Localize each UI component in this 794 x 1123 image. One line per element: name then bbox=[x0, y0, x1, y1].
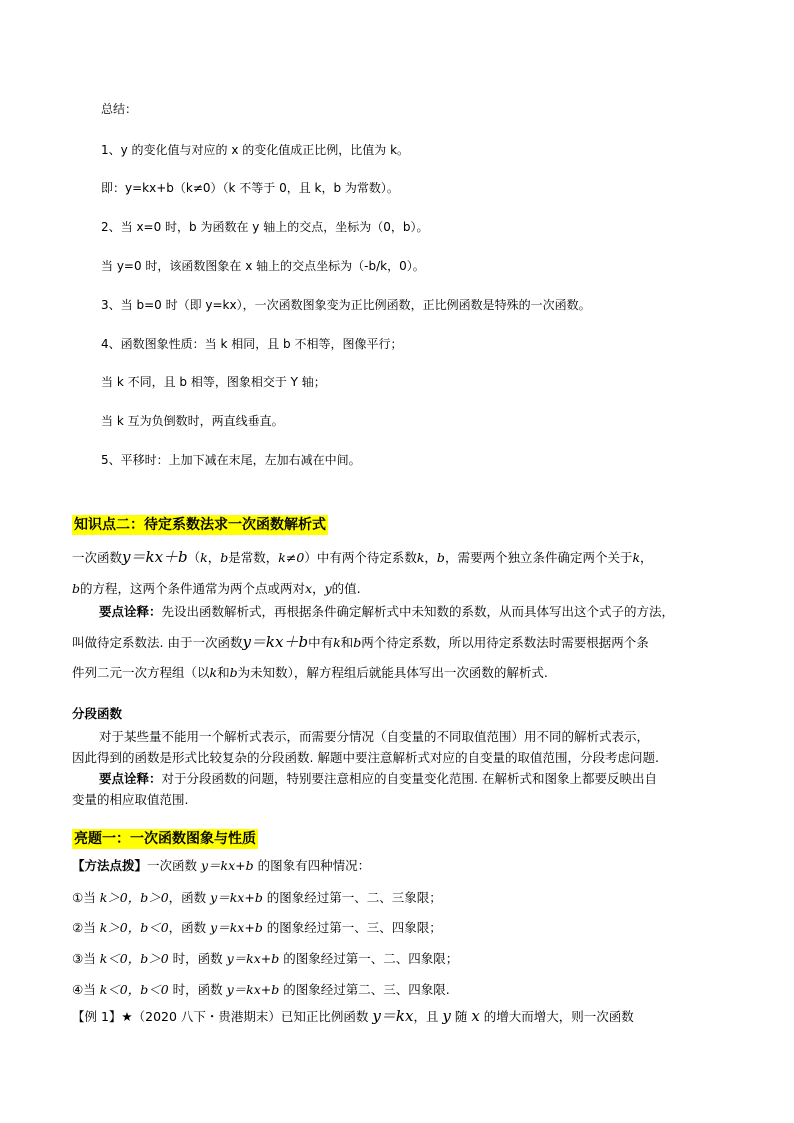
knowledge2-paragraph-2: 要点诠释：先设出函数解析式，再根据条件确定解析式中未知数的系数，从而具体写出这个式子的方法， bbox=[99, 604, 675, 619]
method-hint: 【方法点拨】一次函数 y＝kx+b 的图象有四种情况： bbox=[72, 858, 371, 873]
summary-line-8: 当 k 互为负倒数时，两直线垂直。 bbox=[101, 414, 284, 428]
case-item: ②当 k＞0，b＜0，函数 y＝kx+b 的图象经过第一、三、四象限； bbox=[72, 920, 442, 935]
case-item: ③当 k＜0，b＞0 时，函数 y＝kx+b 的图象经过第一、二、四象限； bbox=[72, 951, 459, 966]
piecewise-line-1: 对于某些量不能用一个解析式表示，而需要分情况（自变量的不同取值范围）用不同的解析式表示， bbox=[99, 729, 650, 744]
summary-line-4: 当 y=0 时，该函数图象在 x 轴上的交点坐标为（-b/k，0）。 bbox=[101, 259, 425, 273]
piecewise-line-3: 要点诠释：对于分段函数的问题，特别要注意相应的自变量变化范围. 在解析式和图象上都要反映出自 bbox=[99, 771, 657, 786]
piecewise-line-2: 因此得到的函数是形式比较复杂的分段函数. 解题中要注意解析式对应的自变量的取值范围，分段考虑问题. bbox=[72, 750, 659, 765]
knowledge2-paragraph-2c: 件列二元一次方程组（以k和b为未知数），解方程组后就能具体写出一次函数的解析式. bbox=[72, 665, 548, 680]
summary-line-5: 3、当 b=0 时（即 y=kx），一次函数图象变为正比例函数，正比例函数是特殊的一次函数。 bbox=[101, 298, 591, 312]
piecewise-line-4: 变量的相应取值范围. bbox=[72, 792, 189, 807]
case-item: ①当 k＞0，b＞0，函数 y＝kx+b 的图象经过第一、二、三象限； bbox=[72, 890, 442, 905]
case-item: ④当 k＜0，b＜0 时，函数 y＝kx+b 的图象经过第二、三、四象限. bbox=[72, 982, 450, 997]
knowledge2-paragraph-1b: b的方程，这两个条件通常为两个点或两对x，y的值. bbox=[72, 581, 361, 596]
summary-line-3: 2、当 x=0 时，b 为函数在 y 轴上的交点，坐标为（0，b）。 bbox=[101, 220, 429, 234]
summary-line-7: 当 k 不同，且 b 相等，图象相交于 Y 轴； bbox=[101, 375, 326, 389]
summary-line-2: 即：y=kx+b（k≠0）（k 不等于 0，且 k，b 为常数）。 bbox=[101, 181, 399, 195]
summary-line-6: 4、函数图象性质：当 k 相同，且 b 不相等，图像平行； bbox=[101, 337, 403, 351]
knowledge2-paragraph-2b: 叫做待定系数法. 由于一次函数y＝kx＋b中有k和b两个待定系数，所以用待定系数法时需要根据两个条 bbox=[72, 633, 649, 651]
summary-title: 总结： bbox=[101, 102, 138, 116]
example-1: 【例 1】★（2020 八下・贵港期末）已知正比例函数 y＝kx，且 y 随 x 的增大而增大，则一次函数 bbox=[72, 1007, 634, 1025]
section-heading-topic1: 亮题一：一次函数图象与性质 bbox=[74, 831, 256, 847]
piecewise-title: 分段函数 bbox=[72, 706, 123, 721]
knowledge2-paragraph-1: 一次函数y＝kx＋b（k，b是常数，k≠0）中有两个待定系数k，b，需要两个独立条件确定两个关于k， bbox=[72, 548, 653, 566]
summary-line-9: 5、平移时：上加下减在末尾，左加右减在中间。 bbox=[101, 453, 361, 467]
section-heading-knowledge2: 知识点二：待定系数法求一次函数解析式 bbox=[74, 517, 326, 533]
summary-line-1: 1、y 的变化值与对应的 x 的变化值成正比例，比值为 k。 bbox=[101, 143, 410, 157]
